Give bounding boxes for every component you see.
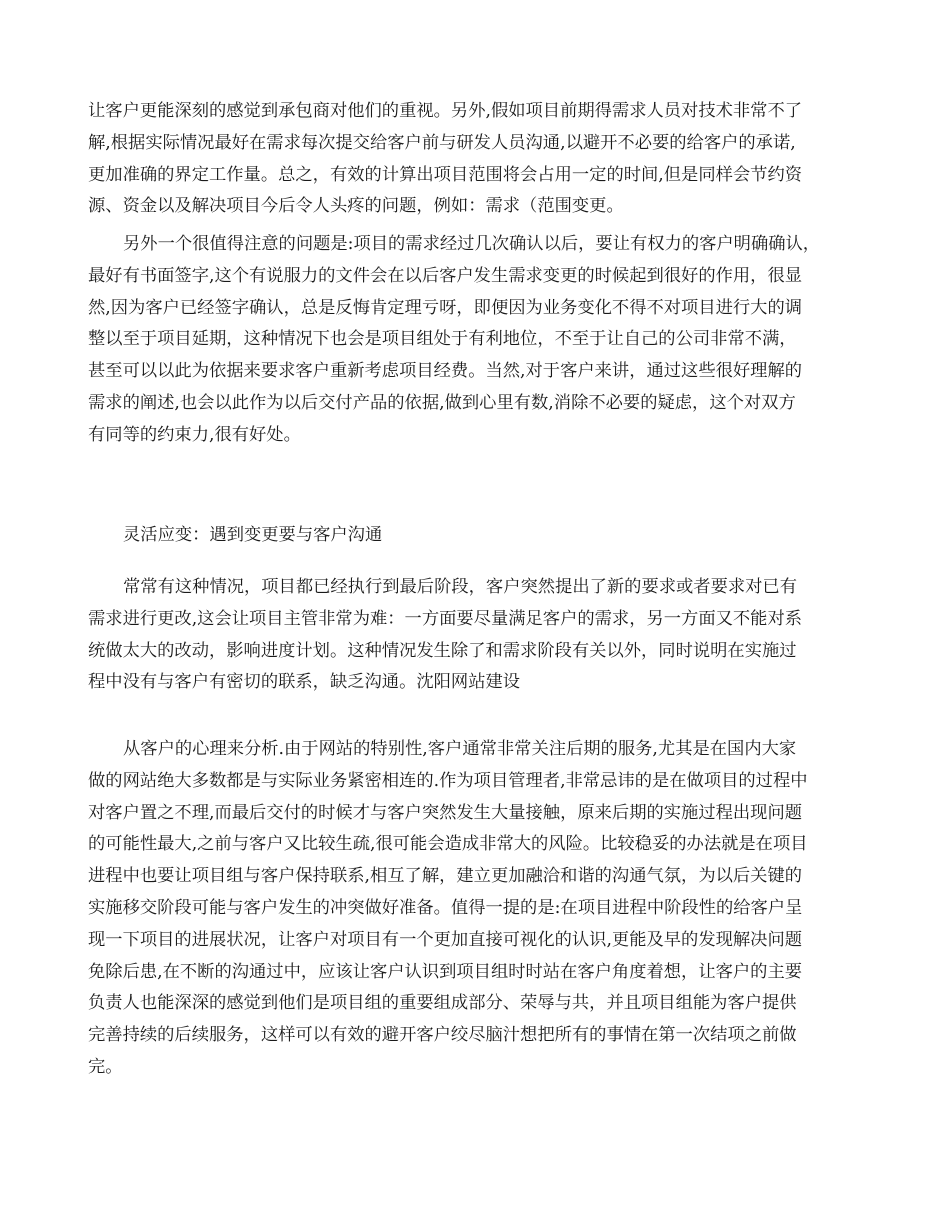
text-line: 实施移交阶段可能与客户发生的冲突做好准备。值得一提的是:在项目进程中阶段性的给客户呈 bbox=[88, 897, 803, 918]
text-line: 完善持续的后续服务，这样可以有效的避开客户绞尽脑汁想把所有的事情在第一次结项之前做 bbox=[88, 1025, 797, 1046]
text-line: 做的网站绝大多数都是与实际业务紧密相连的.作为项目管理者,非常忌讳的是在做项目的过程中 bbox=[88, 770, 808, 791]
text-line: 更加准确的界定工作量。总之，有效的计算出项目范围将会占用一定的时间,但是同样会节约资 bbox=[88, 164, 803, 185]
heading-text: 灵活应变：遇到变更要与客户沟通 bbox=[123, 525, 383, 545]
paragraph-4 bbox=[88, 734, 864, 1084]
text-line: 进程中也要让项目组与客户保持联系,相互了解，建立更加融洽和谐的沟通气氛，为以后关键的 bbox=[88, 866, 803, 887]
text-line: 完。 bbox=[88, 1056, 123, 1077]
text-line: 程中没有与客户有密切的联系，缺乏沟通。沈阳网站建设 bbox=[88, 672, 521, 693]
text-line: 对客户置之不理,而最后交付的时候才与客户突然发生大量接触，原来后期的实施过程出现问题 bbox=[88, 802, 803, 823]
paragraph-1 bbox=[88, 96, 864, 223]
text-line: 统做太大的改动，影响进度计划。这种情况发生除了和需求阶段有关以外，同时说明在实施过 bbox=[88, 640, 797, 661]
text-line: 的可能性最大,之前与客户又比较生疏,很可能会造成非常大的风险。比较稳妥的办法就是在项目 bbox=[88, 834, 808, 855]
text-line: 整以至于项目延期，这种情况下也会是项目组处于有利地位，不至于让自己的公司非常不满， bbox=[88, 329, 797, 350]
text-line: 常常有这种情况，项目都已经执行到最后阶段，客户突然提出了新的要求或者要求对已有 bbox=[123, 577, 797, 597]
text-line: 源、资金以及解决项目今后令人头疼的问题，例如：需求（范围变更。 bbox=[88, 196, 624, 217]
text-line: 免除后患,在不断的沟通过中，应该让客户认识到项目组时时站在客户角度着想，让客户的主要 bbox=[88, 961, 803, 982]
text-line: 从客户的心理来分析.由于网站的特别性,客户通常非常关注后期的服务,尤其是在国内大家 bbox=[123, 739, 797, 759]
text-line: 需求进行更改,这会让项目主管非常为难：一方面要尽量满足客户的需求，另一方面又不能对系 bbox=[88, 608, 803, 629]
text-line: 甚至可以以此为依据来要求客户重新考虑项目经费。当然,对于客户来讲，通过这些很好理解的 bbox=[88, 361, 803, 382]
text-line: 负责人也能深深的感觉到他们是项目组的重要组成部分、荣辱与共，并且项目组能为客户提供 bbox=[88, 993, 797, 1014]
text-line: 需求的阐述,也会以此作为以后交付产品的依据,做到心里有数,消除不必要的疑虑，这个对双方 bbox=[88, 392, 796, 413]
text-line: 然,因为客户已经签字确认，总是反悔肯定理亏呀，即便因为业务变化不得不对项目进行大的调 bbox=[88, 297, 803, 318]
text-line: 最好有书面签字,这个有说服力的文件会在以后客户发生需求变更的时候起到很好的作用，很显 bbox=[88, 265, 803, 286]
text-line: 有同等的约束力,很有好处。 bbox=[88, 424, 301, 445]
paragraph-3 bbox=[88, 572, 864, 699]
text-line: 另外一个很值得注意的问题是:项目的需求经过几次确认以后，要让有权力的客户明确确认， bbox=[123, 234, 821, 254]
section-heading bbox=[88, 520, 864, 552]
text-line: 解,根据实际情况最好在需求每次提交给客户前与研发人员沟通,以避开不必要的给客户的承诺, bbox=[88, 132, 796, 153]
text-line: 让客户更能深刻的感觉到承包商对他们的重视。另外,假如项目前期得需求人员对技术非常不了 bbox=[88, 101, 803, 121]
text-line: 现一下项目的进展状况，让客户对项目有一个更加直接可视化的认识,更能及早的发现解决问题 bbox=[88, 929, 803, 950]
paragraph-2 bbox=[88, 229, 864, 452]
